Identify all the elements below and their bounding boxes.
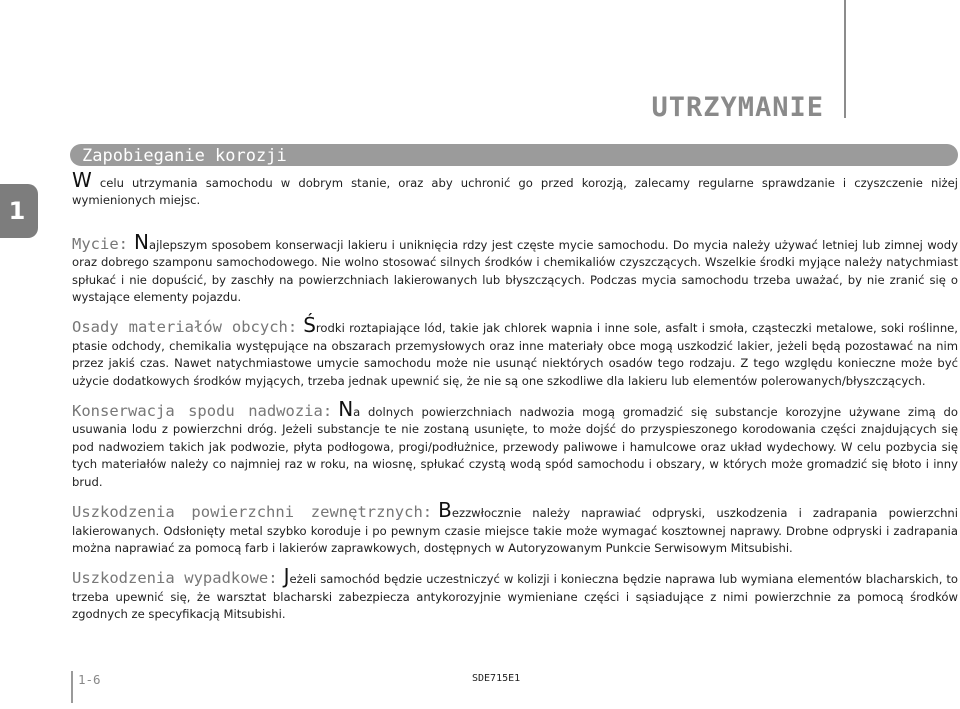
paragraph-dropcap: N: [134, 229, 149, 254]
document-code: SDE715E1: [472, 673, 521, 684]
paragraph-underbody: [72, 397, 958, 491]
paragraph-text: ezzwłocznie należy naprawiać odpryski, uszkodzenia i zadrapania powierzchni lakierowanych. Odsłonięty metal szybko koroduje i po pewnym czasie miejsce takie może wymagać kosztownej naprawy. Drobne odpryski i zadrapania można naprawiać za pomocą farb i lakierów zaprawkowych, dostępnych w Autoryzowanym Punkcie Serwisowym Mitsubishi.: [72, 506, 958, 555]
paragraph-dropcap: N: [338, 397, 354, 422]
paragraph-text: a dolnych powierzchniach nadwozia mogą gromadzić się substancje korozyjne używane zimą do usuwania lodu z powierzchni dróg. Jeżeli substancje te nie zostaną usunięte, to może dojść do przyspieszonego korodowania części znajdujących się pod nadwoziem takich jak podwozie, płyta podłogowa, progi/podłużnice, przewody paliwowe i hamulcowe oraz układ wydechowy. W celu pozbycia się tych materiałów należy co najmniej raz w roku, na wiosnę, spłukać czystą wodą spód samochodu i obszary, w których może gromadzić się błoto i inny brud.: [72, 405, 958, 489]
paragraph-dropcap: Ś: [303, 313, 316, 338]
page-number: 1-6: [78, 672, 101, 687]
paragraph-accident-damage: [72, 564, 958, 623]
document-body: [72, 168, 958, 624]
paragraph-lead: Uszkodzenia powierzchni zewnętrznych:: [72, 503, 433, 522]
intro-dropcap: W: [72, 168, 92, 192]
paragraph-text: ajlepszym sposobem konserwacji lakieru i uniknięcia rdzy jest częste mycie samochodu. Do mycia należy używać letniej lub zimnej wody oraz dobrego szamponu samochodowego. Nie wolno stosować silnych środków i chemikaliów czyszczących. Wszelkie środki myjące należy natychmiast spłukać i nie dopuścić, by zaschły na powierzchniach lakierowanych lub błyszczących. Podczas mycia samochodu trzeba uważać, by nie zranić się o wystające elementy pojazdu.: [72, 237, 958, 305]
paragraph-dropcap: B: [438, 498, 452, 523]
paragraph-lead: Osady materiałów obcych:: [72, 318, 298, 337]
intro-text: celu utrzymania samochodu w dobrym stanie, oraz aby uchronić go przed korozją, zalecamy regularne sprawdzanie i czyszczenie niżej wymienionych miejsc.: [72, 176, 958, 208]
paragraph-lead: Mycie:: [72, 234, 128, 253]
paragraph-text: rodki roztapiające lód, takie jak chlorek wapnia i inne sole, asfalt i smoła, cząsteczki metalowe, soki roślinne, ptasie odchody, chemikalia występujące na obszarach przemysłowych oraz inne materiały obce mogą uszkodzić lakier, jeżeli będą pozostawać na nim przez jakiś czas. Nawet natychmiastowe umycie samochodu może nie usunąć niektórych osadów tego rodzaju. Z tego względu konieczne może być użycie dodatkowych środków myjących, trzeba jednak upewnić się, że nie są one szkodliwe dla lakieru lub elementów polerowanych/błyszczących.: [72, 321, 958, 388]
chapter-tab: [0, 184, 38, 238]
paragraph-foreign-deposits: [72, 313, 958, 390]
chapter-title: UTRZYMANIE: [651, 92, 824, 123]
paragraph-lead: Konserwacja spodu nadwozia:: [72, 402, 333, 421]
paragraph-dropcap: J: [283, 564, 290, 589]
chapter-number: 1: [8, 197, 26, 225]
footer-rule: [71, 671, 73, 703]
paragraph-washing: [72, 229, 958, 307]
paragraph-exterior-damage: [72, 498, 958, 557]
intro-paragraph: [72, 168, 958, 210]
paragraph-text: eżeli samochód będzie uczestniczyć w kolizji i konieczna będzie naprawa lub wymiana elementów blacharskich, to trzeba upewnić się, że warsztat blacharski zabezpiecza antykorozyjnie wymieniane części i sąsiadujące z nimi powierzchnie za pomocą środków zgodnych ze specyfikacją Mitsubishi.: [72, 572, 958, 622]
paragraph-lead: Uszkodzenia wypadkowe:: [72, 569, 278, 588]
section-title: Zapobieganie korozji: [82, 146, 287, 166]
header-rule: [844, 0, 846, 118]
